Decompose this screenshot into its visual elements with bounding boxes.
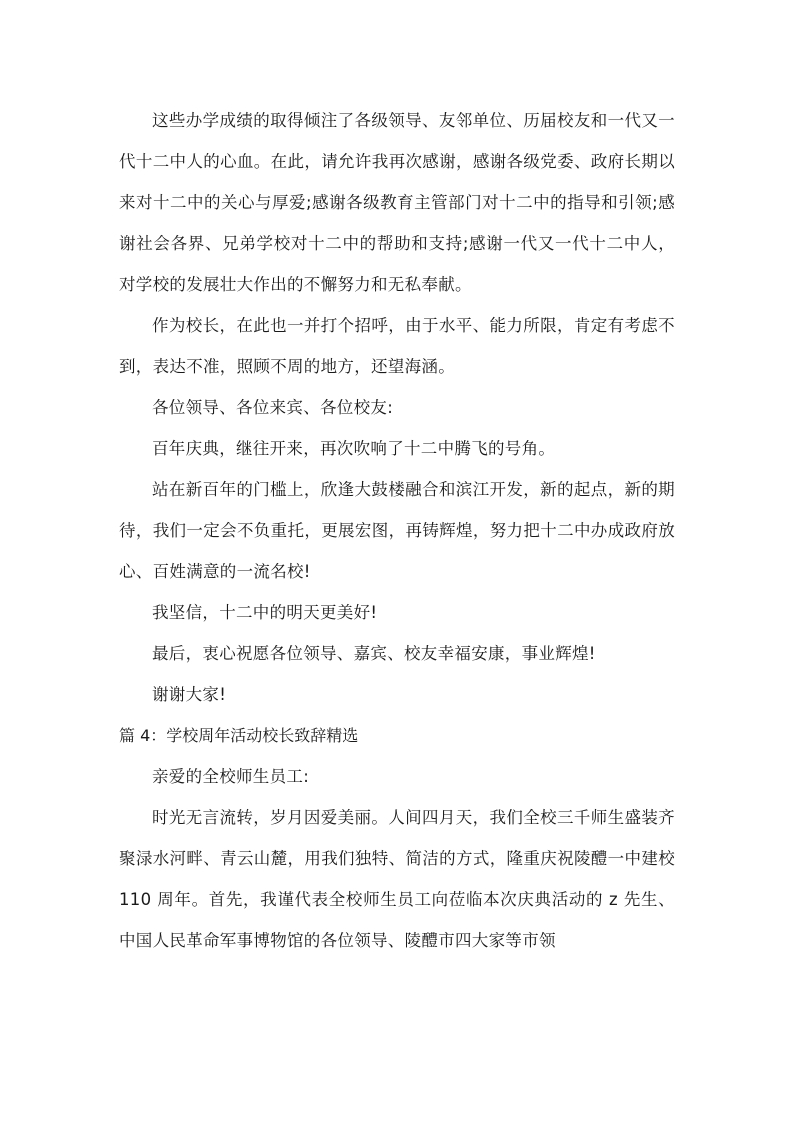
document-body xyxy=(119,100,675,961)
paragraph-wishes: 最后，衷心祝愿各位领导、嘉宾、校友幸福安康，事业辉煌! xyxy=(152,644,596,663)
paragraph-thanks: 这些办学成绩的取得倾注了各级领导、友邻单位、历届校友和一代又一代十二中人的心血。在此，请允许我再次感谢，感谢各级党委、政府长期以来对十二中的关心与厚爱;感谢各级教育主管部门对十二中的指导和引领;感谢社会各界、兄弟学校对十二中的帮助和支持;感谢一代又一代十二中人，对学校的发展壮大作出的不懈努力和无私奉献。 xyxy=(119,111,675,294)
paragraph-new-century: 站在新百年的门槛上，欣逢大鼓楼融合和滨江开发，新的起点，新的期待，我们一定会不负重托，更展宏图，再铸辉煌，努力把十二中办成政府放心、百姓满意的一流名校! xyxy=(119,480,675,581)
paragraph-belief: 我坚信，十二中的明天更美好! xyxy=(152,603,378,622)
paragraph-principal-note: 作为校长，在此也一并打个招呼，由于水平、能力所限，肯定有考虑不到，表达不准，照顾不周的地方，还望海涵。 xyxy=(119,316,675,376)
section-heading: 篇 4：学校周年活动校长致辞精选 xyxy=(119,726,359,745)
paragraph-salutation: 各位领导、各位来宾、各位校友: xyxy=(152,398,394,417)
paragraph-centennial: 百年庆典，继往开来，再次吹响了十二中腾飞的号角。 xyxy=(152,439,556,458)
paragraph-greeting: 亲爱的全校师生员工: xyxy=(152,767,310,786)
paragraph-thank-you: 谢谢大家! xyxy=(152,685,227,704)
paragraph-anniversary: 时光无言流转，岁月因爱美丽。人间四月天，我们全校三千师生盛装齐聚渌水河畔、青云山麓，用我们独特、简洁的方式，隆重庆祝陵醴一中建校 110 周年。首先，我谨代表全校师生员工向莅临本次庆典活动的 z 先生、中国人民革命军事博物馆的各位领导、陵醴市四大家等市领 xyxy=(119,808,675,950)
